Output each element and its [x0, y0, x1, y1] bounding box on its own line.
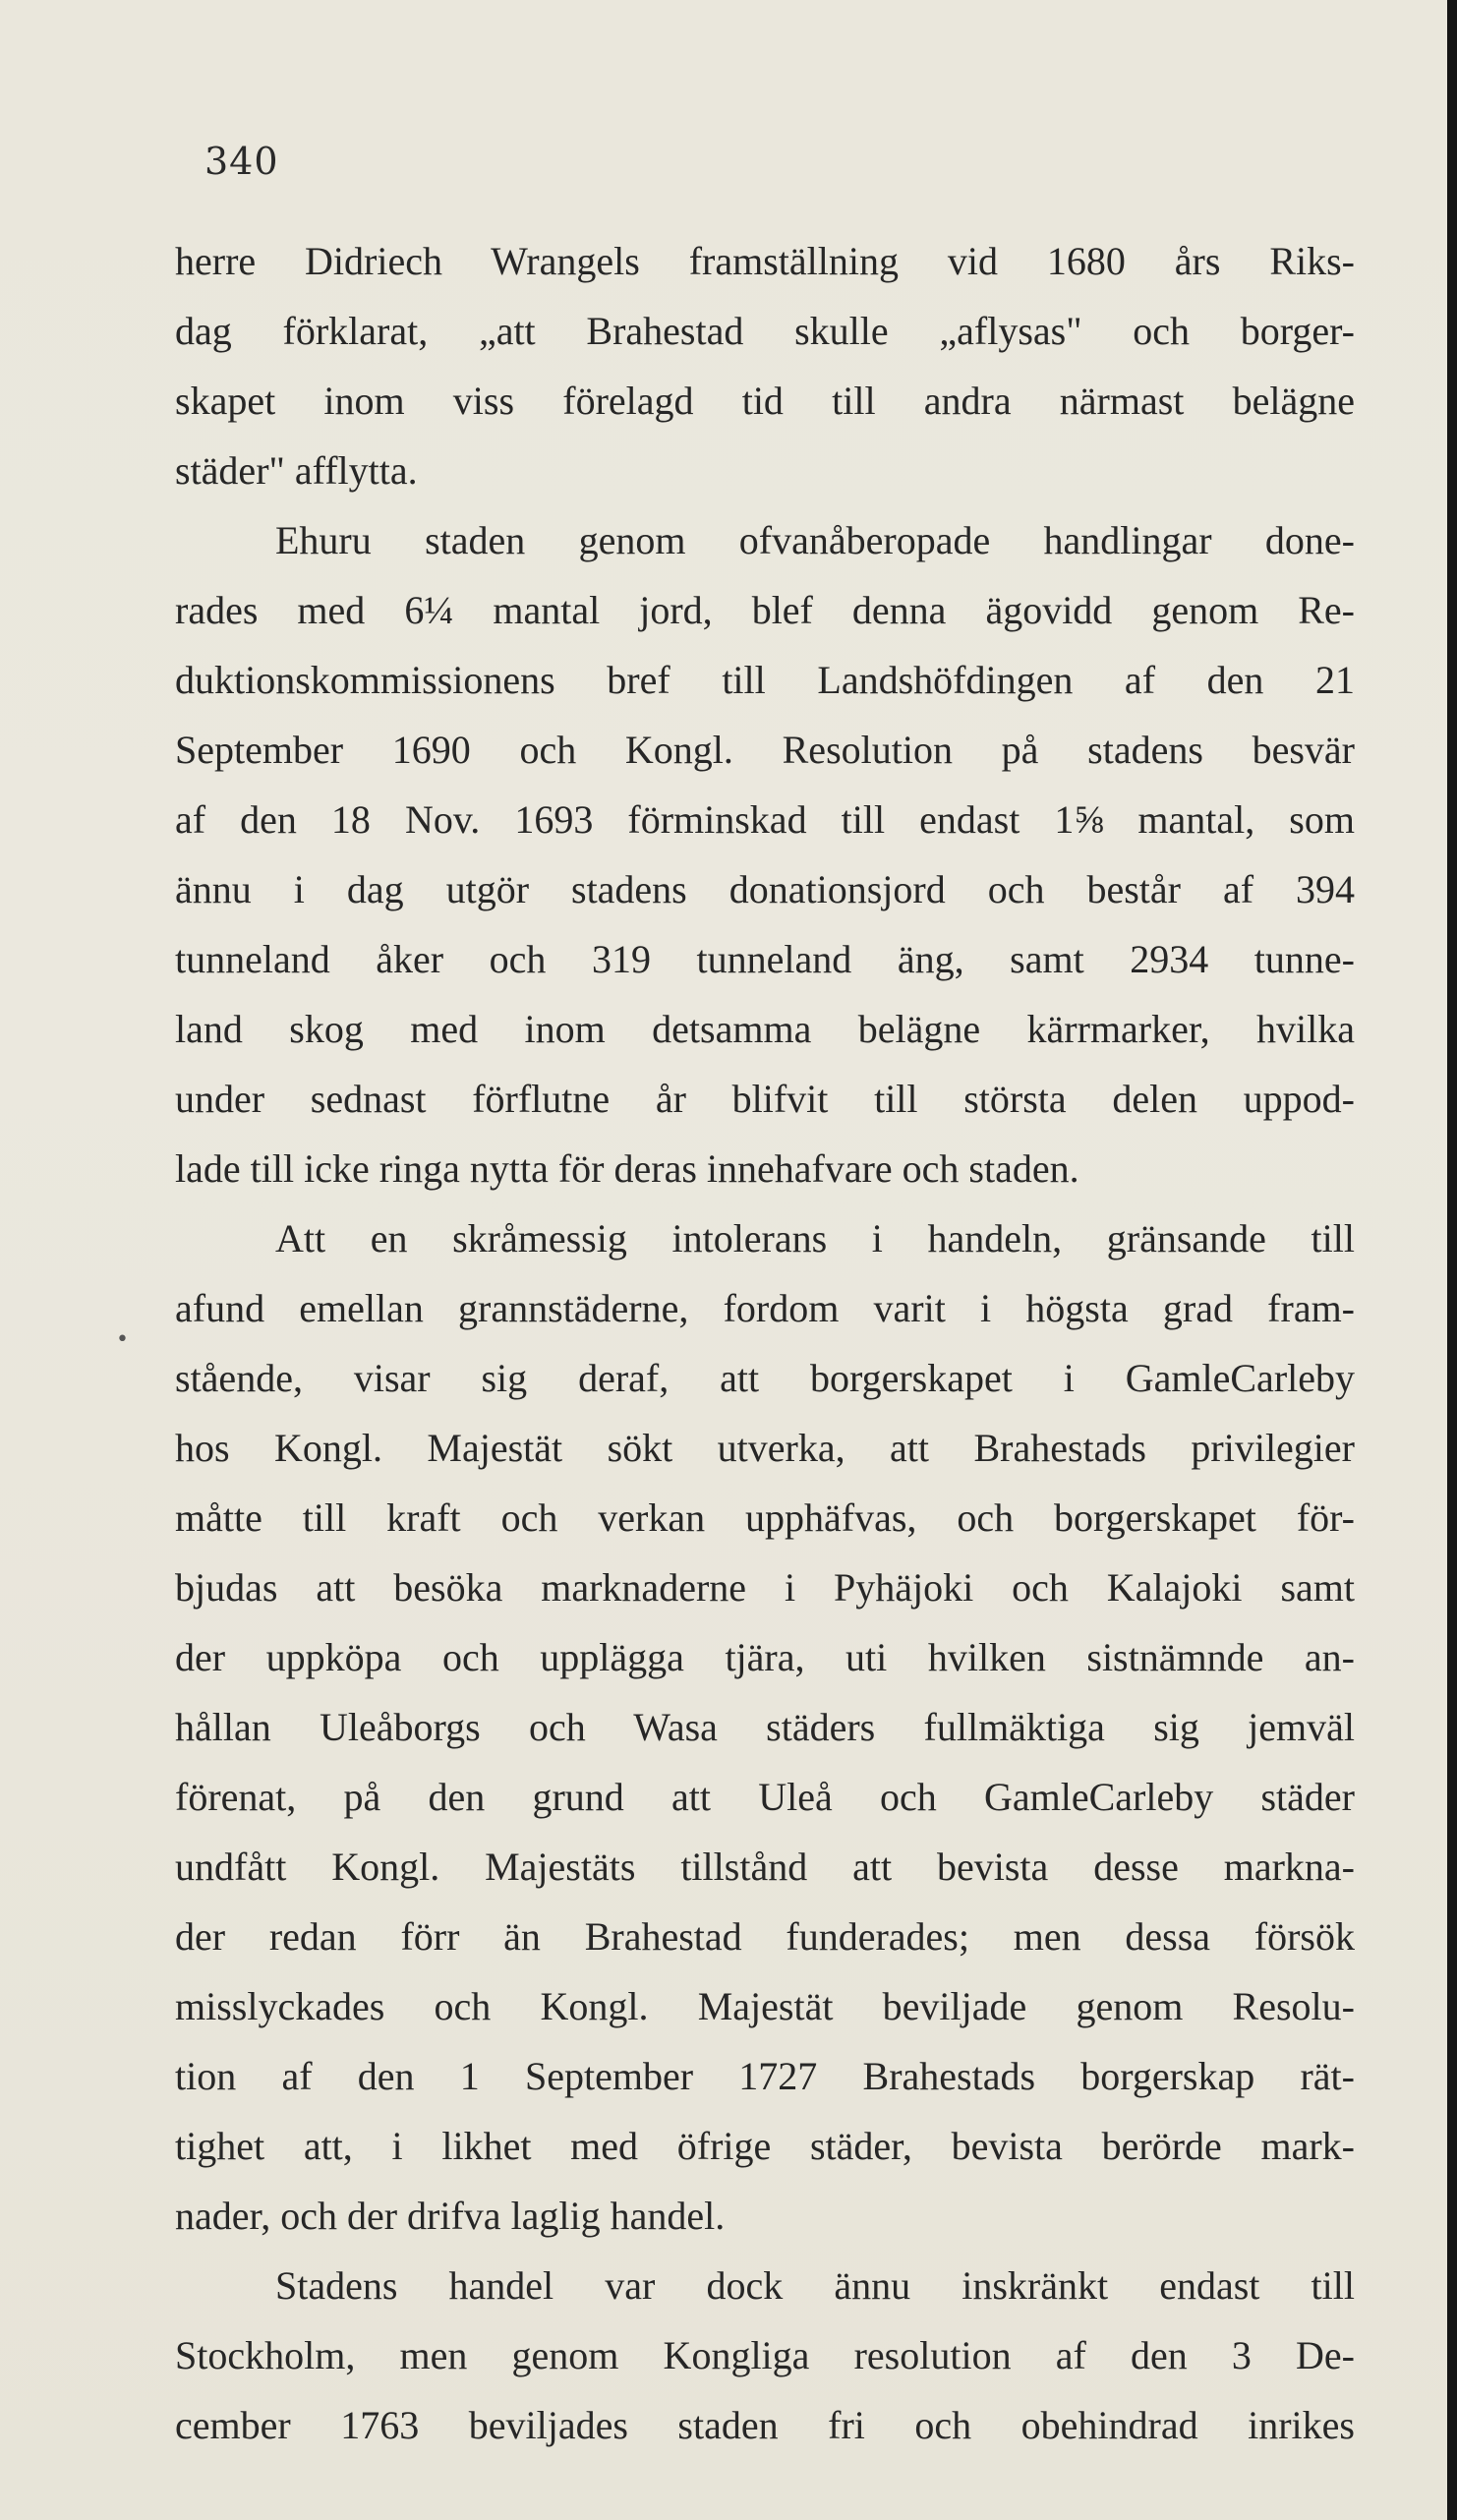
text-line: land skog med inom detsamma belägne kärrmarker, hvilka — [175, 1007, 1355, 1051]
text-line: tighet att, i likhet med öfrige städer, bevista berörde mark- — [175, 2124, 1355, 2168]
text-line: duktionskommissionens bref till Landshöfdingen af den 21 — [175, 658, 1355, 702]
scan-edge — [1447, 0, 1457, 2520]
text-line: Ehuru staden genom ofvanåberopade handlingar done- — [275, 518, 1355, 562]
text-line: cember 1763 beviljades staden fri och obehindrad inrikes — [175, 2403, 1355, 2447]
text-line: Stockholm, men genom Kongliga resolution af den 3 De- — [175, 2333, 1355, 2377]
text-line: tion af den 1 September 1727 Brahestads borgerskap rät- — [175, 2054, 1355, 2098]
text-line: tunneland åker och 319 tunneland äng, samt 2934 tunne- — [175, 937, 1355, 981]
text-line: måtte till kraft och verkan upphäfvas, och borgerskapet för- — [175, 1495, 1355, 1540]
text-line: hållan Uleåborgs och Wasa städers fullmäktiga sig jemväl — [175, 1705, 1355, 1749]
text-line: der redan förr än Brahestad funderades; men dessa försök — [175, 1914, 1355, 1959]
text-line: hos Kongl. Majestät sökt utverka, att Brahestads privilegier — [175, 1426, 1355, 1470]
text-line: undfått Kongl. Majestäts tillstånd att bevista desse markna- — [175, 1845, 1355, 1889]
text-line: afund emellan grannstäderne, fordom varit i högsta grad fram- — [175, 1286, 1355, 1330]
text-line: dag förklarat, „att Brahestad skulle „aflysas" och borger- — [175, 309, 1355, 353]
text-line: September 1690 och Kongl. Resolution på stadens besvär — [175, 728, 1355, 772]
text-line: stående, visar sig deraf, att borgerskapet i GamleCarleby — [175, 1356, 1355, 1400]
text-line: under sednast förflutne år blifvit till största delen uppod- — [175, 1077, 1355, 1121]
text-line: skapet inom viss förelagd tid till andra närmast belägne — [175, 379, 1355, 423]
text-line: ännu i dag utgör stadens donationsjord och består af 394 — [175, 867, 1355, 911]
margin-mark: • — [116, 1327, 129, 1352]
text-line: af den 18 Nov. 1693 förminskad till endast 1⅝ mantal, som — [175, 797, 1355, 842]
page-number: 340 — [204, 140, 279, 183]
text-line: der uppköpa och upplägga tjära, uti hvilken sistnämnde an- — [175, 1635, 1355, 1679]
text-line: Stadens handel var dock ännu inskränkt endast till — [275, 2263, 1355, 2308]
text-line: herre Didriech Wrangels framställning vid 1680 års Riks- — [175, 239, 1355, 283]
text-line: bjudas att besöka marknaderne i Pyhäjoki och Kalajoki samt — [175, 1565, 1355, 1610]
body-text — [175, 226, 1355, 2460]
text-line: nader, och der drifva laglig handel. — [175, 2194, 726, 2238]
text-line: rades med 6¼ mantal jord, blef denna ägovidd genom Re- — [175, 588, 1355, 632]
text-line: misslyckades och Kongl. Majestät beviljade genom Resolu- — [175, 1984, 1355, 2028]
text-line: förenat, på den grund att Uleå och GamleCarleby städer — [175, 1775, 1355, 1819]
text-line: städer" afflytta. — [175, 448, 418, 493]
text-line: Att en skråmessig intolerans i handeln, gränsande till — [275, 1216, 1355, 1260]
text-line: lade till icke ringa nytta för deras innehafvare och staden. — [175, 1146, 1079, 1191]
